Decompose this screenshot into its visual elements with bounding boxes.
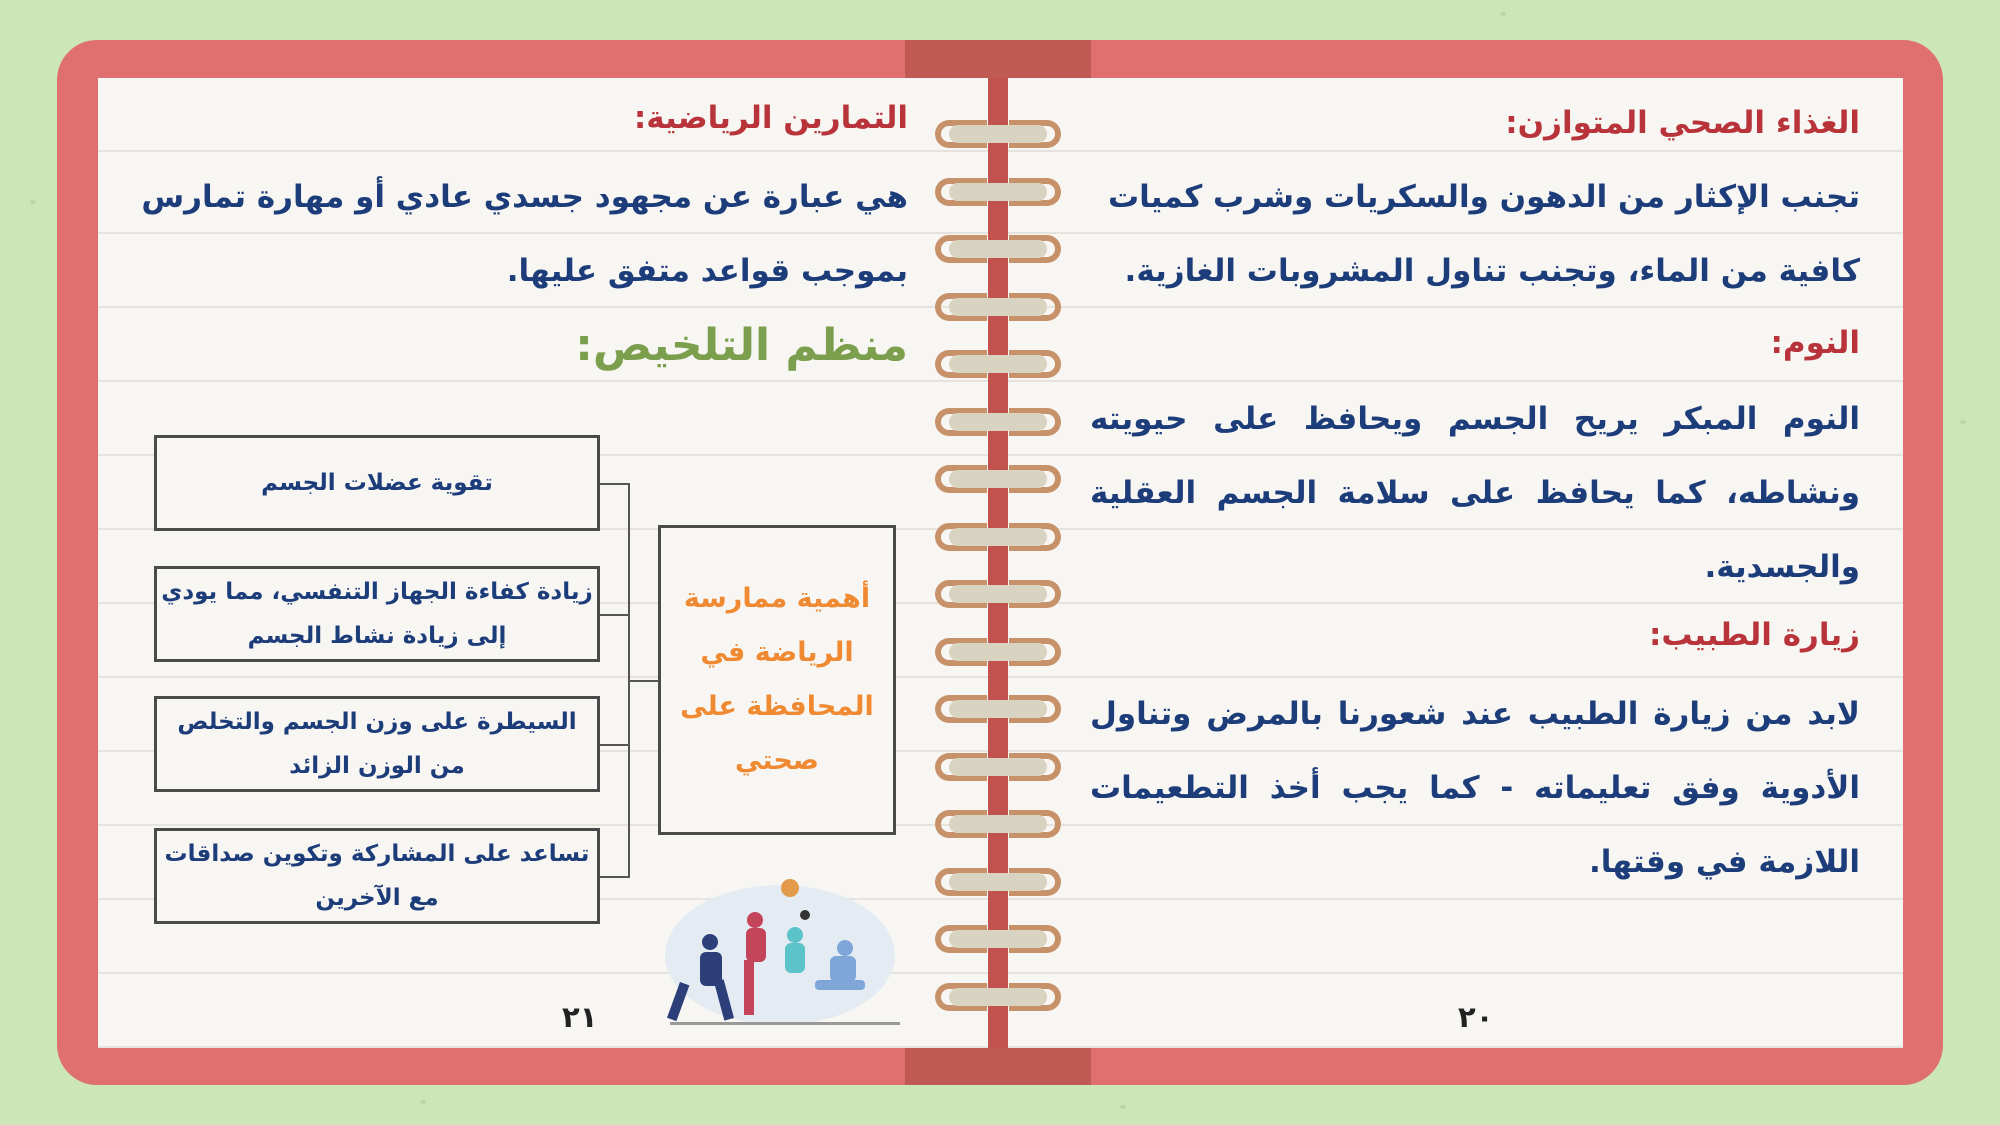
organizer-item-1: تقوية عضلات الجسم xyxy=(154,435,600,531)
background-speck xyxy=(30,200,36,204)
organizer-item-3: السيطرة على وزن الجسم والتخلص من الوزن الزائد xyxy=(154,696,600,792)
background-speck xyxy=(1120,1105,1126,1109)
sports-players-icon xyxy=(650,870,910,1030)
connector-line xyxy=(600,614,630,616)
spiral-ring-icon xyxy=(935,120,1061,148)
left-page-number: ٢١ xyxy=(562,1000,598,1034)
page-divider xyxy=(988,78,1008,1048)
spiral-ring-icon xyxy=(935,868,1061,896)
background-speck xyxy=(1960,420,1966,424)
spiral-ring-icon xyxy=(935,523,1061,551)
balanced-food-text: تجنب الإكثار من الدهون والسكريات وشرب كميات كافية من الماء، وتجنب تناول المشروبات الغازية. xyxy=(1107,179,1860,289)
doctor-visit-heading: زيارة الطبيب: xyxy=(1648,617,1860,653)
sleep-text: النوم المبكر يريح الجسم ويحافظ على حيويته ونشاطه، كما يحافظ على سلامة الجسم العقلية والجسدية. xyxy=(1090,401,1860,585)
balanced-food-heading: الغذاء الصحي المتوازن: xyxy=(1505,105,1860,141)
sleep-heading: النوم: xyxy=(1770,325,1860,361)
organizer-item-4: تساعد على المشاركة وتكوين صداقات مع الآخرين xyxy=(154,828,600,924)
spiral-ring-icon xyxy=(935,235,1061,263)
spiral-ring-icon xyxy=(935,753,1061,781)
spiral-ring-icon xyxy=(935,925,1061,953)
summary-organizer-title: منظم التلخيص: xyxy=(575,320,908,371)
doctor-visit-text: لابد من زيارة الطبيب عند شعورنا بالمرض وتناول الأدوية وفق تعليماته - كما يجب أخذ التطعيمات اللازمة في وقتها. xyxy=(1090,696,1860,880)
spiral-ring-icon xyxy=(935,178,1061,206)
spiral-ring-icon xyxy=(935,293,1061,321)
connector-line xyxy=(628,680,658,682)
connector-line xyxy=(600,483,630,485)
spiral-ring-icon xyxy=(935,350,1061,378)
connector-line xyxy=(600,876,630,878)
organizer-item-2: زيادة كفاءة الجهاز التنفسي، مما يودي إلى زيادة نشاط الجسم xyxy=(154,566,600,662)
spiral-ring-icon xyxy=(935,638,1061,666)
exercise-definition: هي عبارة عن مجهود جسدي عادي أو مهارة تمارس بموجب قواعد متفق عليها. xyxy=(141,179,908,289)
spiral-ring-icon xyxy=(935,465,1061,493)
spiral-ring-icon xyxy=(935,408,1061,436)
background-speck xyxy=(1500,12,1506,16)
spiral-ring-icon xyxy=(935,580,1061,608)
exercise-heading: التمارين الرياضية: xyxy=(633,100,908,136)
spiral-ring-icon xyxy=(935,695,1061,723)
spiral-ring-icon xyxy=(935,983,1061,1011)
organizer-center-concept: أهمية ممارسة الرياضة في المحافظة على صحتي xyxy=(658,525,896,835)
spiral-ring-icon xyxy=(935,810,1061,838)
connector-line xyxy=(600,744,630,746)
background-speck xyxy=(420,1100,426,1104)
right-page-number: ٢٠ xyxy=(1458,1000,1494,1034)
